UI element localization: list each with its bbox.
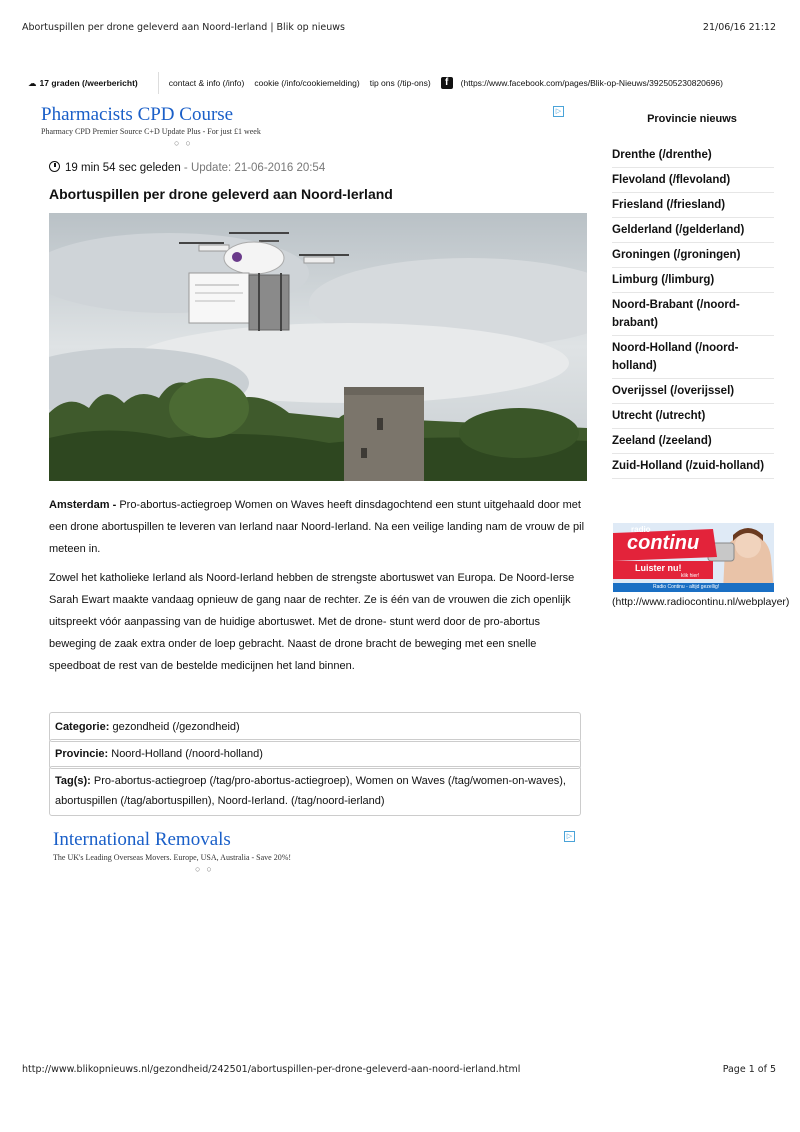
article-paragraph-1: [49, 494, 589, 560]
radio-logo-small: radio: [631, 525, 651, 534]
sidebar-item-gelderland[interactable]: Gelderland (/gelderland): [612, 218, 774, 243]
top-bar: [28, 72, 780, 94]
facebook-link[interactable]: (https://www.facebook.com/pages/Blik-op-Nieuws/392505230820696): [460, 78, 723, 88]
ad-top-dots[interactable]: ○○: [174, 138, 197, 148]
tags-box: [49, 766, 581, 816]
radio-logo: continu: [627, 532, 700, 554]
radio-tagline: Luister nu!: [635, 563, 682, 573]
ad-top-title[interactable]: Pharmacists CPD Course: [41, 104, 234, 125]
sidebar-item-flevoland[interactable]: Flevoland (/flevoland): [612, 168, 774, 193]
clock-icon: [49, 161, 60, 172]
radio-footer: Radio Continu - altijd gezellig!: [653, 584, 720, 590]
tags-label: Tag(s):: [55, 775, 91, 787]
ad-bottom-subtitle: The UK's Leading Overseas Movers. Europe, USA, Australia - Save 20%!: [53, 853, 292, 862]
paragraph-1-text: Pro-abortus-actiegroep Women on Waves heeft dinsdagochtend een stunt uitgehaald door met een drone abortuspillen te leveren van Ierland naar Noord-Ierland. Na een veilige landing nam de vrouw de pil meteen in.: [49, 499, 585, 555]
dateline: Amsterdam -: [49, 499, 117, 511]
time-ago: 19 min 54 sec geleden: [65, 162, 181, 174]
divider: [158, 72, 159, 94]
sidebar-item-limburg[interactable]: Limburg (/limburg): [612, 268, 774, 293]
print-url: http://www.blikopnieuws.nl/gezondheid/242501/abortuspillen-per-drone-geleverd-aan-noord-ierland.html: [22, 1064, 521, 1075]
contact-link[interactable]: contact & info (/info): [168, 78, 245, 88]
ad-top-subtitle: Pharmacy CPD Premier Source C+D Update Plus - For just £1 week: [41, 127, 261, 136]
radio-continu-banner[interactable]: [613, 523, 774, 592]
cookie-link[interactable]: cookie (/info/cookiemelding): [254, 78, 360, 88]
sidebar-item-utrecht[interactable]: Utrecht (/utrecht): [612, 404, 774, 429]
sidebar-item-zuid-holland[interactable]: Zuid-Holland (/zuid-holland): [612, 454, 774, 479]
province-label: Provincie:: [55, 748, 109, 760]
ad-bottom-dots[interactable]: ○○: [195, 864, 218, 874]
province-box: [49, 739, 581, 769]
adchoices-icon[interactable]: ▷: [564, 831, 575, 842]
category-box: [49, 712, 581, 742]
province-link[interactable]: Noord-Holland (/noord-holland): [111, 748, 263, 760]
article-paragraph-2: Zowel het katholieke Ierland als Noord-Ierland hebben de strengste abortuswet van Europa. De Noord-Ierse Sarah Ewart maakte vandaag opnieuw de gang naar de rechter. Ze is één van de vrouwen die zich openlijk uitspreekt vóór aanpassing van de huidige abortuswet. Met de drone- stunt werd door de pro-abortus beweging de zaak extra onder de loep gebracht. Naast de drone bracht de beweging met een snelle speedboat de rest van de bestelde medicijnen het land binnen.: [49, 572, 575, 672]
sidebar-item-groningen[interactable]: Groningen (/groningen): [612, 243, 774, 268]
print-datetime: 21/06/16 21:12: [702, 22, 776, 33]
print-page-number: Page 1 of 5: [722, 1064, 776, 1075]
radio-tagline-2: klik hier!: [681, 573, 700, 579]
sidebar-item-overijssel[interactable]: Overijssel (/overijssel): [612, 379, 774, 404]
article-meta: [49, 161, 325, 174]
province-list: [612, 143, 774, 479]
facebook-icon[interactable]: f: [441, 77, 453, 89]
sidebar-item-zeeland[interactable]: Zeeland (/zeeland): [612, 429, 774, 454]
update-time: - Update: 21-06-2016 20:54: [183, 162, 326, 174]
sidebar-item-drenthe[interactable]: Drenthe (/drenthe): [612, 143, 774, 168]
print-page-title: Abortuspillen per drone geleverd aan Noord-Ierland | Blik op nieuws: [22, 22, 345, 33]
weather-link[interactable]: 17 graden (/weerbericht): [39, 78, 138, 88]
category-link[interactable]: gezondheid (/gezondheid): [112, 721, 240, 733]
article-image: [49, 213, 587, 481]
article-title: Abortuspillen per drone geleverd aan Noord-Ierland: [49, 186, 393, 202]
sidebar-title: Provincie nieuws: [647, 113, 737, 125]
cloud-icon: ☁: [28, 77, 37, 88]
ad-bottom-title[interactable]: International Removals: [53, 829, 231, 850]
sidebar-item-friesland[interactable]: Friesland (/friesland): [612, 193, 774, 218]
sidebar-item-noord-holland[interactable]: Noord-Holland (/noord-holland): [612, 336, 774, 379]
tip-link[interactable]: tip ons (/tip-ons): [369, 78, 431, 88]
radio-link[interactable]: (http://www.radiocontinu.nl/webplayer): [612, 596, 790, 608]
adchoices-icon[interactable]: ▷: [553, 106, 564, 117]
category-label: Categorie:: [55, 721, 110, 733]
sidebar-item-noord-brabant[interactable]: Noord-Brabant (/noord-brabant): [612, 293, 774, 336]
tags-links[interactable]: Pro-abortus-actiegroep (/tag/pro-abortus-actiegroep), Women on Waves (/tag/women-on-waves), abortuspillen (/tag/abortuspillen), Noord-Ierland. (/tag/noord-ierland): [55, 775, 566, 807]
